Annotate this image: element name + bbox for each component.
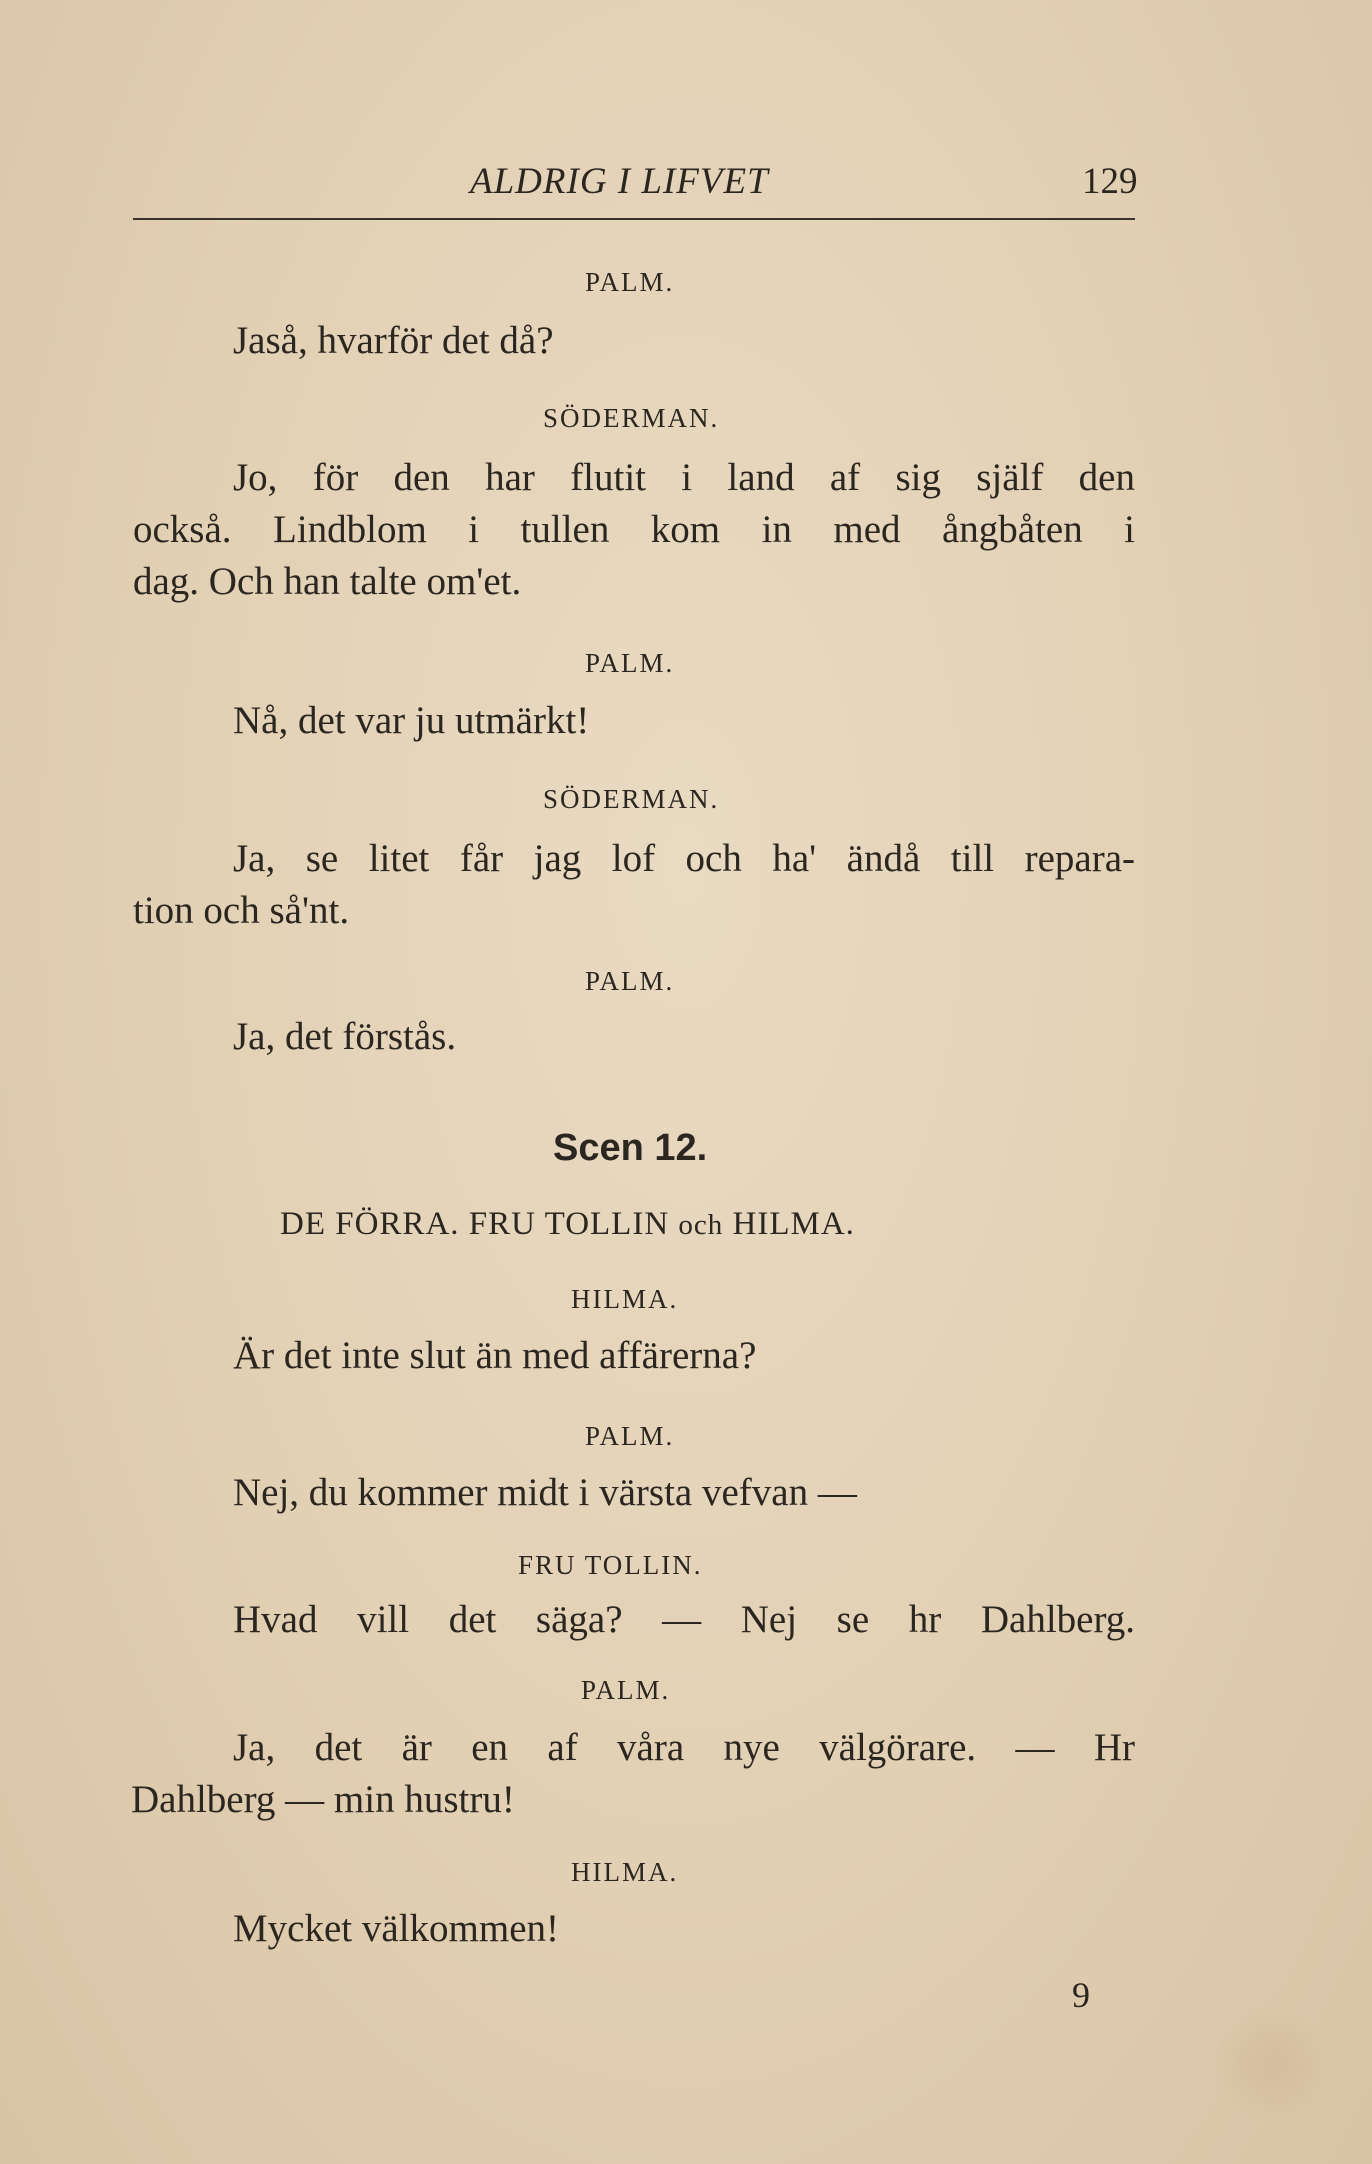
dialogue-line: Jaså, hvarför det då? bbox=[233, 319, 554, 362]
page-number: 129 bbox=[1082, 161, 1138, 202]
running-title: ALDRIG I LIFVET bbox=[470, 161, 769, 202]
dialogue-line: Mycket välkommen! bbox=[233, 1907, 559, 1950]
signature-mark: 9 bbox=[1072, 1975, 1090, 2015]
dialogue-line: Dahlberg — min hustru! bbox=[131, 1778, 515, 1821]
speaker-name: HILMA. bbox=[571, 1857, 679, 1887]
header-rule bbox=[133, 218, 1135, 220]
dialogue-line: Ja, det förstås. bbox=[233, 1015, 457, 1058]
speaker-name: FRU TOLLIN. bbox=[518, 1550, 703, 1580]
speaker-name: PALM. bbox=[585, 1421, 675, 1451]
cast-names: HILMA. bbox=[723, 1206, 855, 1242]
speaker-name: SÖDERMAN. bbox=[543, 784, 720, 814]
dialogue-line: Ja, det är en af våra nye välgörare. — Hr bbox=[233, 1726, 1135, 1769]
cast-names: DE FÖRRA. FRU TOLLIN bbox=[280, 1206, 679, 1242]
dialogue-line: dag. Och han talte om'et. bbox=[133, 560, 522, 603]
scene-title: Scen 12. bbox=[553, 1127, 708, 1169]
dialogue-line: Nå, det var ju utmärkt! bbox=[233, 699, 590, 742]
paper-stain bbox=[1212, 2004, 1332, 2124]
speaker-name: PALM. bbox=[585, 966, 675, 996]
cast-conjunction: och bbox=[678, 1209, 724, 1241]
dialogue-line: Nej, du kommer midt i värsta vefvan — bbox=[233, 1471, 857, 1514]
speaker-name: HILMA. bbox=[571, 1284, 679, 1314]
speaker-name: SÖDERMAN. bbox=[543, 403, 720, 433]
dialogue-line: tion och så'nt. bbox=[133, 889, 350, 932]
dialogue-line: också. Lindblom i tullen kom in med ångbåten i bbox=[133, 508, 1135, 551]
speaker-name: PALM. bbox=[585, 648, 675, 678]
speaker-name: PALM. bbox=[585, 267, 675, 297]
dialogue-line: Är det inte slut än med affärerna? bbox=[233, 1334, 757, 1377]
dialogue-line: Hvad vill det säga? — Nej se hr Dahlberg. bbox=[233, 1598, 1135, 1641]
speaker-name: PALM. bbox=[581, 1675, 671, 1705]
cast-list bbox=[280, 1206, 855, 1243]
dialogue-line: Jo, för den har flutit i land af sig själf den bbox=[233, 456, 1135, 499]
dialogue-line: Ja, se litet får jag lof och ha' ändå till repara- bbox=[233, 837, 1135, 880]
